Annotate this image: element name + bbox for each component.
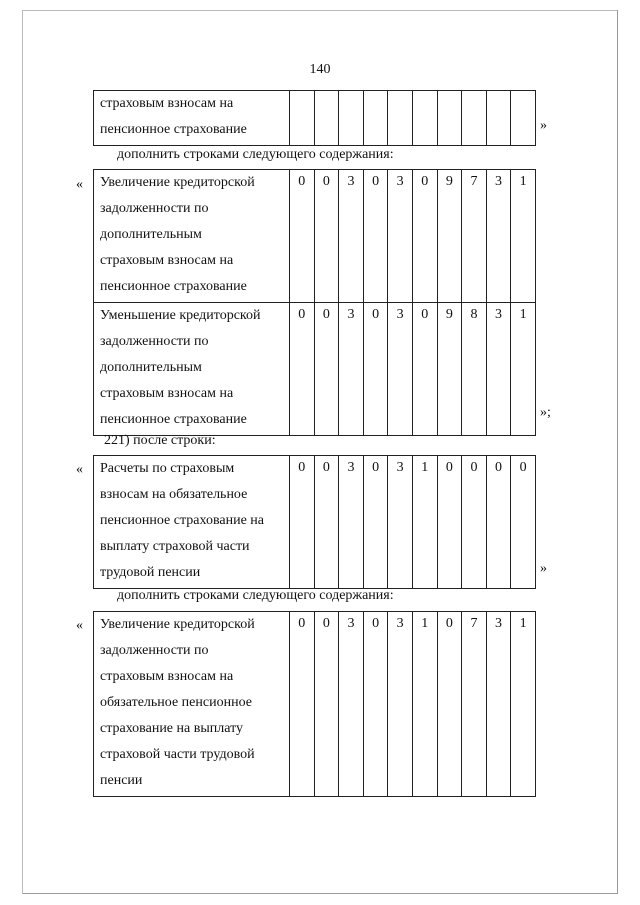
- row-description: [94, 612, 290, 797]
- description-line: обязательное пенсионное: [100, 695, 252, 710]
- description-line: страховым взносам на: [100, 253, 234, 268]
- code-digit: 0: [314, 170, 339, 303]
- code-digit: 3: [486, 612, 511, 797]
- code-digit: 3: [339, 303, 364, 436]
- code-digit: 7: [462, 612, 487, 797]
- code-digit: 0: [511, 456, 536, 589]
- code-digit: 0: [437, 456, 462, 589]
- code-table-1: [93, 90, 536, 146]
- code-digit: 3: [388, 303, 413, 436]
- code-digit: [363, 91, 388, 146]
- code-digit: 1: [511, 612, 536, 797]
- description-line: страховым взносам на: [100, 669, 234, 684]
- code-table-4: [93, 611, 536, 797]
- description-line: Уменьшение кредиторской: [100, 308, 261, 323]
- description-line: пенсионное страхование: [100, 412, 247, 427]
- opening-quote: «: [76, 462, 83, 477]
- page-border-bottom: [22, 893, 618, 894]
- code-digit: 3: [339, 170, 364, 303]
- code-digit: 1: [511, 170, 536, 303]
- code-digit: [339, 91, 364, 146]
- description-line: страховым взносам на: [100, 96, 234, 111]
- page-border-top: [22, 10, 618, 11]
- opening-quote: «: [76, 618, 83, 633]
- code-digit: 0: [437, 612, 462, 797]
- row-description: [94, 91, 290, 146]
- description-line: страховым взносам на: [100, 386, 234, 401]
- code-digit: [314, 91, 339, 146]
- code-table-2: [93, 169, 536, 436]
- code-digit: 0: [363, 456, 388, 589]
- code-digit: 1: [412, 612, 437, 797]
- code-digit: 3: [388, 170, 413, 303]
- code-digit: 0: [412, 170, 437, 303]
- page-border-left: [22, 10, 23, 894]
- page-number: 140: [309, 62, 331, 77]
- description-line: Увеличение кредиторской: [100, 175, 255, 190]
- table-row: [94, 612, 536, 797]
- description-line: страховой части трудовой: [100, 747, 255, 762]
- code-digit: 0: [314, 456, 339, 589]
- description-line: задолженности по: [100, 643, 209, 658]
- code-digit: 7: [462, 170, 487, 303]
- code-digit: 0: [486, 456, 511, 589]
- description-line: Увеличение кредиторской: [100, 617, 255, 632]
- code-digit: 3: [388, 612, 413, 797]
- description-line: пенсионное страхование: [100, 122, 247, 137]
- code-digit: 3: [339, 612, 364, 797]
- code-digit: 0: [462, 456, 487, 589]
- row-description: [94, 170, 290, 303]
- row-description: [94, 456, 290, 589]
- instruction-text: дополнить строками следующего содержания:: [117, 147, 394, 162]
- description-line: задолженности по: [100, 334, 209, 349]
- code-digit: 9: [437, 303, 462, 436]
- code-digit: 0: [290, 170, 315, 303]
- code-digit: 9: [437, 170, 462, 303]
- closing-quote: »: [540, 561, 547, 576]
- description-line: пенсионное страхование: [100, 279, 247, 294]
- closing-quote: »: [540, 118, 547, 133]
- code-digit: [290, 91, 315, 146]
- code-digit: [412, 91, 437, 146]
- code-digit: 0: [314, 303, 339, 436]
- instruction-text: дополнить строками следующего содержания:: [117, 588, 394, 603]
- row-description: [94, 303, 290, 436]
- page-border-right: [617, 10, 618, 894]
- description-line: дополнительным: [100, 360, 202, 375]
- opening-quote: «: [76, 177, 83, 192]
- code-digit: 3: [486, 303, 511, 436]
- code-digit: 0: [412, 303, 437, 436]
- code-digit: [388, 91, 413, 146]
- code-digit: [511, 91, 536, 146]
- code-digit: [437, 91, 462, 146]
- code-digit: 0: [363, 303, 388, 436]
- code-digit: 8: [462, 303, 487, 436]
- table-row: [94, 456, 536, 589]
- description-line: выплату страховой части: [100, 539, 250, 554]
- description-line: пенсионное страхование на: [100, 513, 265, 528]
- description-line: взносам на обязательное: [100, 487, 248, 502]
- code-digit: 0: [363, 612, 388, 797]
- description-line: Расчеты по страховым: [100, 461, 235, 476]
- code-digit: 0: [314, 612, 339, 797]
- code-digit: 0: [290, 303, 315, 436]
- code-digit: 0: [290, 612, 315, 797]
- code-digit: 1: [511, 303, 536, 436]
- description-line: дополнительным: [100, 227, 202, 242]
- code-digit: 3: [486, 170, 511, 303]
- table-row: [94, 170, 536, 303]
- description-line: страхование на выплату: [100, 721, 244, 736]
- code-digit: 3: [339, 456, 364, 589]
- instruction-text: 221) после строки:: [104, 433, 216, 448]
- description-line: трудовой пенсии: [100, 565, 201, 580]
- code-digit: [462, 91, 487, 146]
- code-digit: 1: [412, 456, 437, 589]
- code-digit: [486, 91, 511, 146]
- table-row: [94, 91, 536, 146]
- code-table-3: [93, 455, 536, 589]
- description-line: задолженности по: [100, 201, 209, 216]
- code-digit: 0: [290, 456, 315, 589]
- code-digit: 0: [363, 170, 388, 303]
- description-line: пенсии: [100, 773, 143, 788]
- closing-quote: »;: [540, 405, 551, 420]
- table-row: [94, 303, 536, 436]
- code-digit: 3: [388, 456, 413, 589]
